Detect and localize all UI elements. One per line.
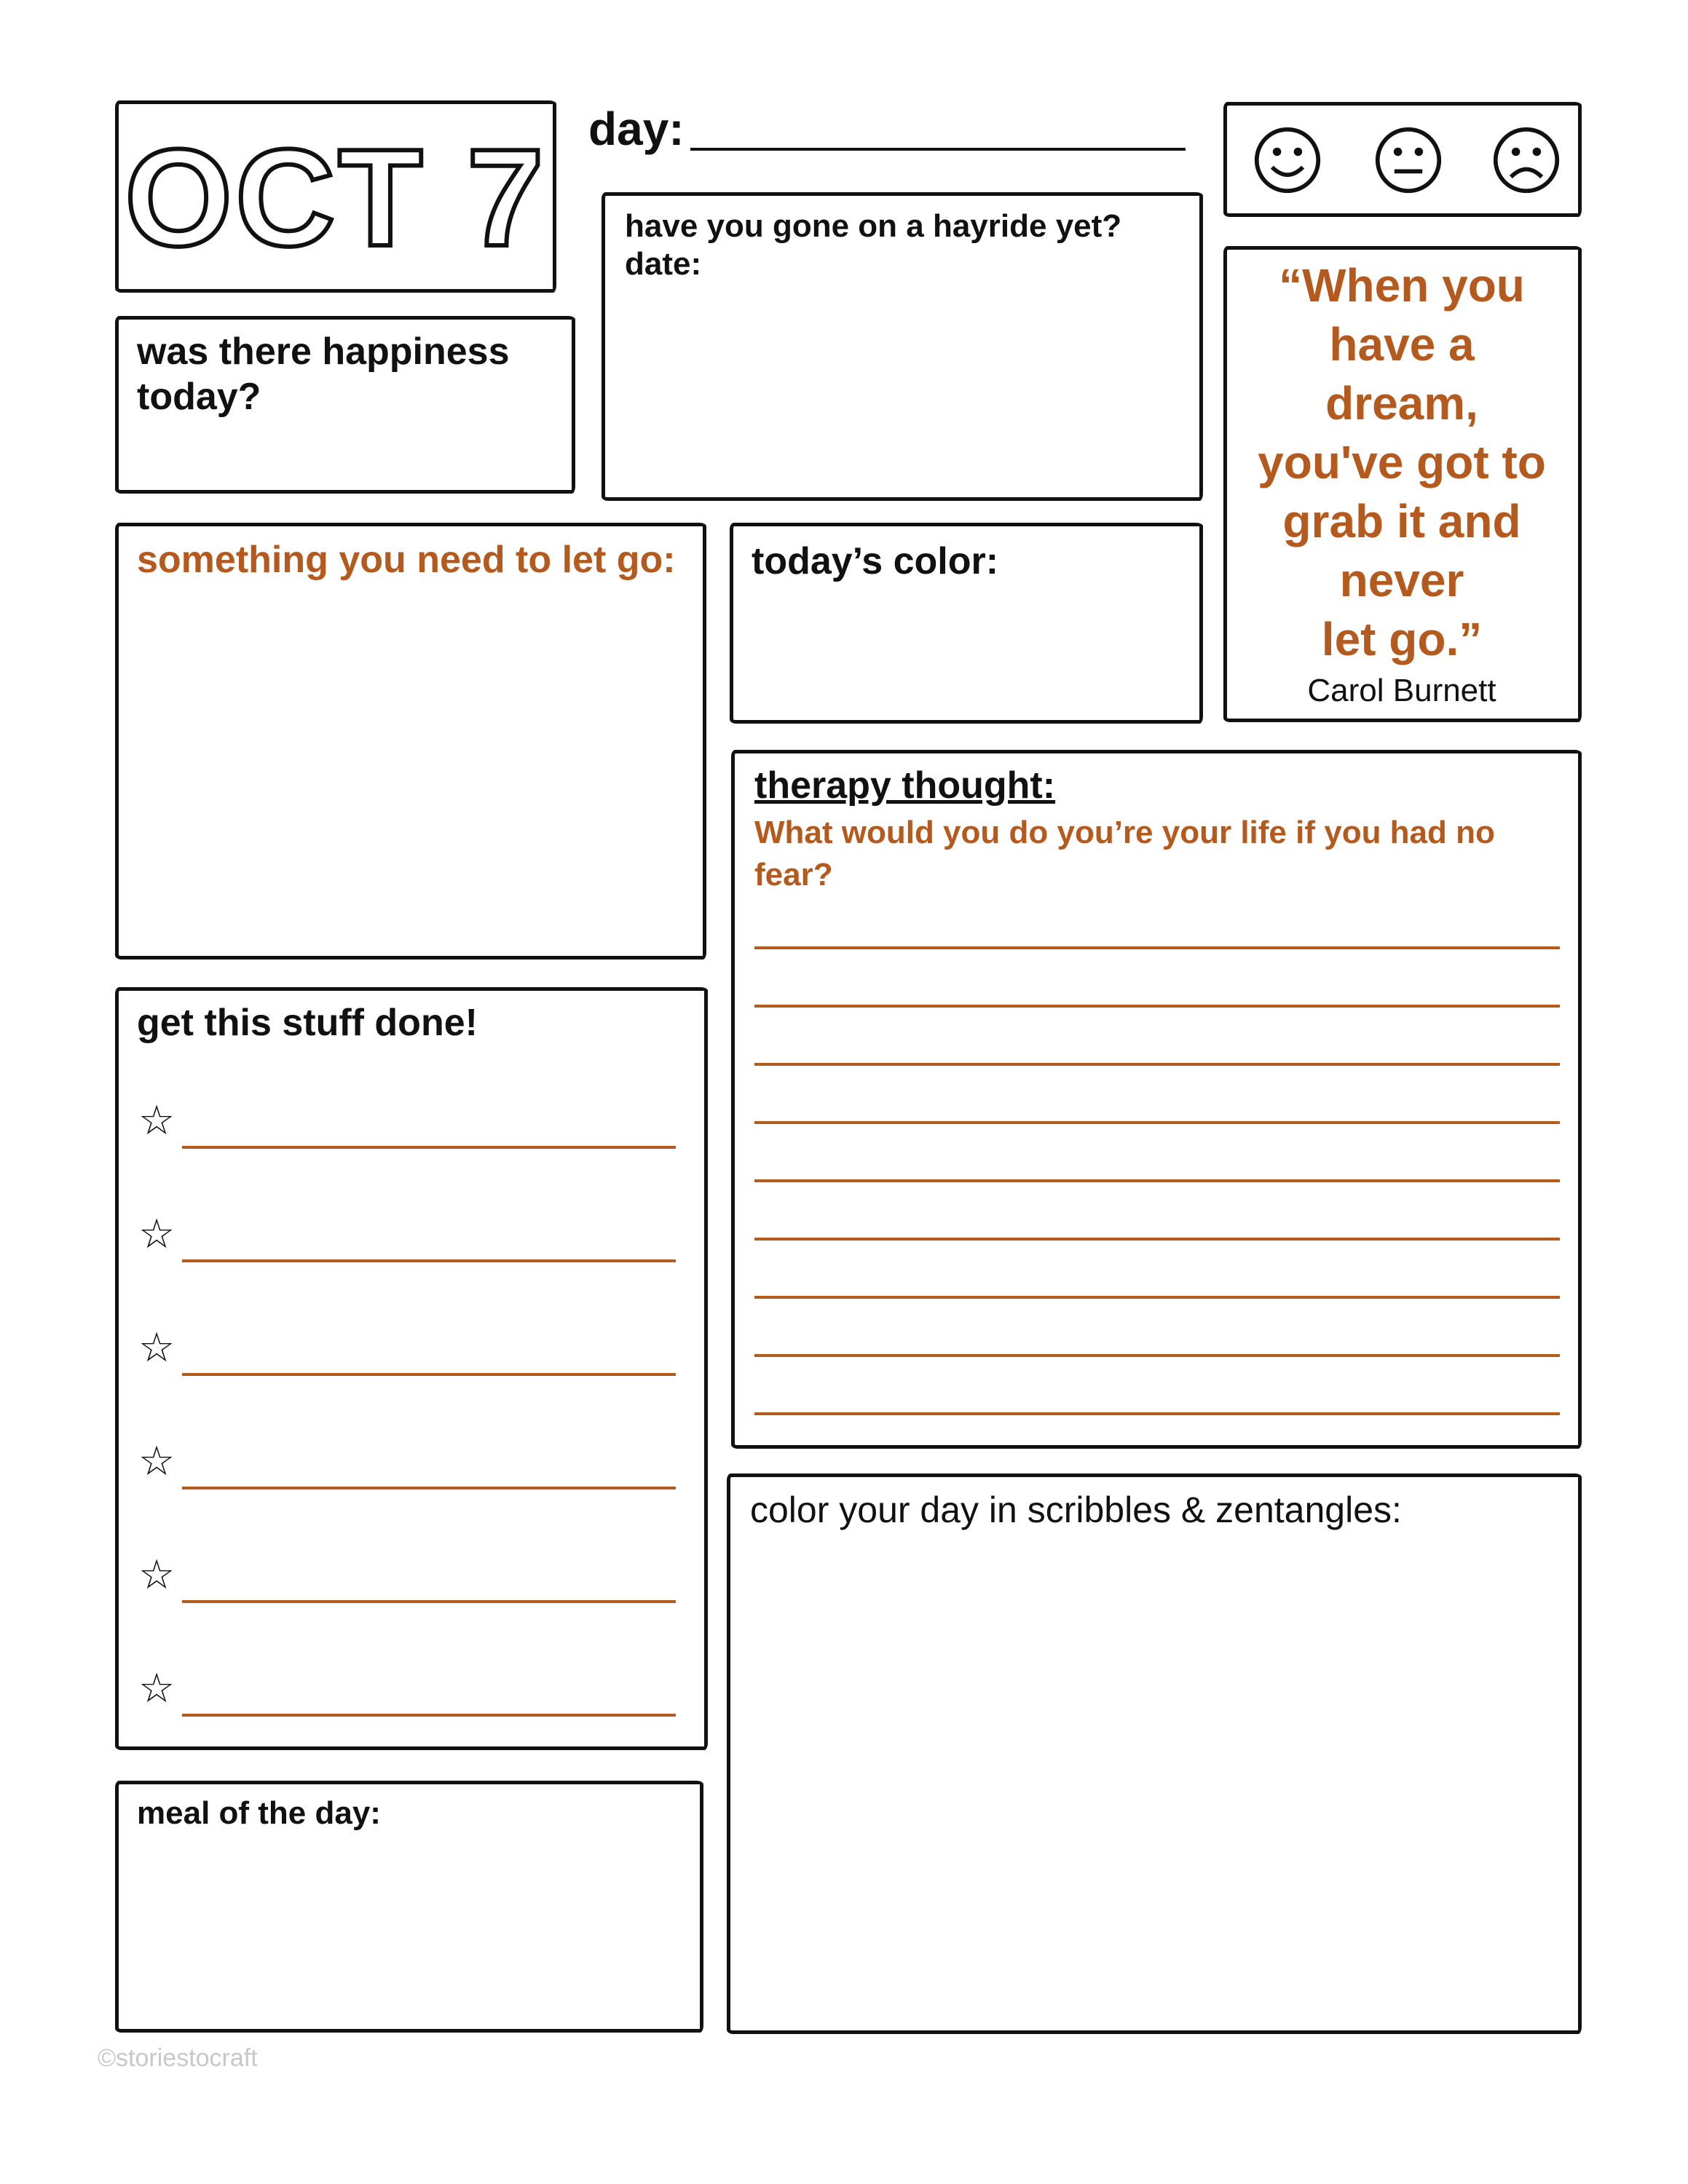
date-title: OCT 7 — [125, 121, 547, 275]
therapy-writing-line[interactable] — [754, 1179, 1560, 1182]
therapy-question-line1: What would you do you’re your life if you had no — [754, 815, 1495, 850]
todo-item-line[interactable] — [182, 1373, 676, 1376]
star-icon: ☆ — [138, 1211, 175, 1258]
zentangles-label: color your day in scribbles & zentangles: — [750, 1489, 1402, 1530]
therapy-writing-line[interactable] — [754, 1412, 1560, 1415]
hayride-question: have you gone on a hayride yet? — [625, 208, 1122, 244]
quote-line: you've got to — [1258, 436, 1546, 488]
smiling-face-icon[interactable] — [1253, 125, 1322, 195]
therapy-writing-line[interactable] — [754, 946, 1560, 949]
therapy-question-line2: fear? — [754, 857, 833, 893]
todo-item-line[interactable] — [182, 1259, 676, 1262]
todo-item-line[interactable] — [182, 1487, 676, 1489]
happiness-question-line1: was there happiness — [137, 331, 510, 373]
quote-author: Carol Burnett — [1307, 673, 1496, 708]
quote — [1223, 246, 1580, 719]
quote-line: have a — [1329, 318, 1475, 371]
quote-line: let go.” — [1321, 613, 1483, 665]
todo-item-line[interactable] — [182, 1600, 676, 1603]
day-label: day: — [588, 103, 685, 155]
therapy-writing-line[interactable] — [754, 1238, 1560, 1241]
let-go-label: something you need to let go: — [137, 539, 676, 581]
therapy-writing-line[interactable] — [754, 1121, 1560, 1124]
therapy-writing-line[interactable] — [754, 1296, 1560, 1299]
copyright: ©storiestocraft — [98, 2044, 258, 2072]
hayride-date-label: date: — [625, 246, 702, 282]
star-icon: ☆ — [138, 1097, 175, 1144]
therapy-heading: therapy thought: — [754, 764, 1056, 807]
neutral-face-icon[interactable] — [1373, 125, 1443, 195]
todo-item-line[interactable] — [182, 1146, 676, 1149]
todo-box — [115, 987, 708, 1750]
star-icon: ☆ — [138, 1551, 175, 1599]
todays-color-label: today’s color: — [752, 540, 999, 582]
therapy-writing-line[interactable] — [754, 1005, 1560, 1008]
therapy-writing-line[interactable] — [754, 1063, 1560, 1066]
let-go-box[interactable] — [115, 523, 706, 960]
quote-line: never — [1339, 554, 1464, 606]
star-icon: ☆ — [138, 1324, 175, 1372]
day-line[interactable] — [690, 148, 1186, 151]
frowning-face-icon[interactable] — [1491, 125, 1561, 195]
therapy-writing-line[interactable] — [754, 1354, 1560, 1357]
quote-line: grab it and — [1282, 495, 1521, 547]
zentangles-box[interactable] — [727, 1473, 1582, 2034]
therapy-box — [731, 750, 1582, 1449]
date-box — [115, 100, 556, 293]
quote-line: dream, — [1325, 377, 1478, 430]
happiness-question-line2: today? — [137, 376, 261, 418]
meal-label: meal of the day: — [137, 1795, 381, 1831]
quote-line: “When you — [1279, 259, 1525, 312]
star-icon: ☆ — [138, 1665, 175, 1712]
todo-heading: get this stuff done! — [137, 1002, 478, 1044]
todo-item-line[interactable] — [182, 1714, 676, 1717]
star-icon: ☆ — [138, 1438, 175, 1485]
